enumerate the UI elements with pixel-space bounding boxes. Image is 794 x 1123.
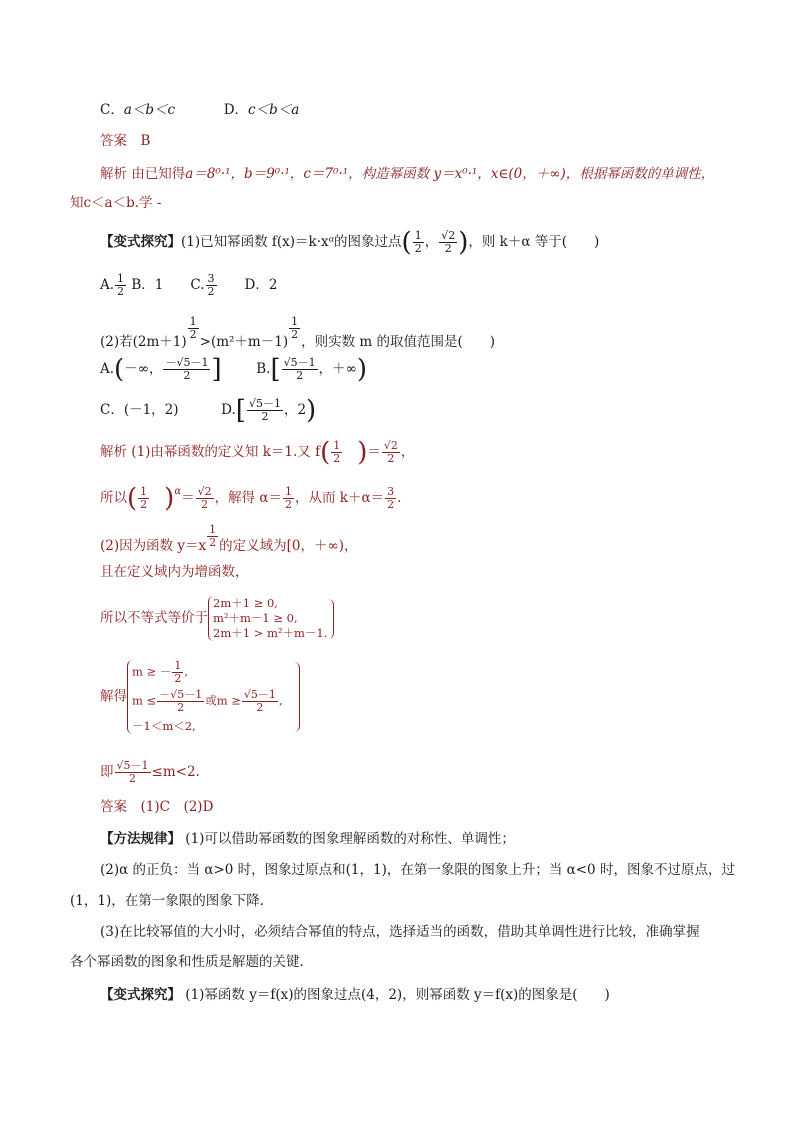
analysis-2-part2 <box>100 524 358 556</box>
analysis-expr: a＝8⁰·¹，b＝9⁰·¹，c＝7⁰·¹，构造幂函数 y＝x⁰·¹，x∈(0，＋∞)，根据幂函数的单调性， <box>185 166 715 182</box>
option-c-text: C．(－1，2) <box>100 402 179 418</box>
options-cd <box>100 100 299 120</box>
inequality-system: 2m＋1 ≥ 0, m²＋m－1 ≥ 0, 2m＋1 > m²＋m－1. <box>208 596 327 641</box>
method-tag: 【方法规律】 <box>100 831 181 847</box>
analysis-2-solution <box>100 660 300 734</box>
answer-2: 答案 (1)C (2)D <box>100 799 214 815</box>
variant-q1-options <box>100 273 277 298</box>
method-text-3-cont: 各个幂函数的图象和性质是解题的关键． <box>70 954 313 970</box>
fraction: $\frac{1}{2}$ <box>414 229 422 255</box>
fraction: $\frac{1}{2}$ <box>209 523 217 549</box>
paren-open: ( <box>401 227 412 258</box>
variant-q1-end: ，则 k＋α 等于( ) <box>468 234 600 250</box>
q2-part-a: (2)若(2m＋1) <box>100 334 187 350</box>
analysis-1 <box>100 164 714 184</box>
interval-right: ，2 <box>283 402 307 418</box>
conclusion-expr: ≤m<2. <box>151 764 200 780</box>
variant-q3 <box>100 985 610 1005</box>
variant-q2-options-ab <box>100 354 368 385</box>
domain-text-b: 的定义域为[0，＋∞)， <box>219 538 358 554</box>
fraction: $\frac{3}{2}$ <box>387 485 395 511</box>
analysis-label: 解析 <box>100 166 127 182</box>
analysis-label: 解析 <box>100 444 127 460</box>
fraction: $\frac{-√5-1}{2}$ <box>165 356 209 382</box>
sys-row-2: m ≤ $\frac{-√5-1}{2}$ 或m ≥ $\frac{√5-1}{2}$ , <box>132 688 283 714</box>
fraction: $\frac{√2}{2}$ <box>383 439 398 465</box>
paren-close: ) <box>357 437 368 468</box>
equals: ＝ <box>181 490 195 506</box>
method-text-3: (3)在比较幂值的大小时，必须结合幂值的特点，选择适当的函数，借助其单调性进行比较，准确掌握 <box>100 924 700 940</box>
method-text-2-cont: (1，1)，在第一象限的图象下降． <box>70 893 274 909</box>
option-d-expr: c＜b＜a <box>248 102 300 118</box>
variant-q2 <box>100 316 495 352</box>
paren-close: ) <box>164 483 175 514</box>
paren-open: ( <box>127 483 138 514</box>
conclusion-prefix: 即 <box>100 764 114 780</box>
variant-q2-options-cd <box>100 395 317 426</box>
analysis-text: 由已知得 <box>131 166 186 182</box>
fraction: $\frac{1}{2}$ <box>291 315 299 341</box>
paren-open: ( <box>114 354 125 385</box>
q2-part-c: ，则实数 m 的取值范围是( ) <box>301 334 496 350</box>
analysis-2-system <box>100 596 334 641</box>
equivalent-text: 所以不等式等价于 <box>100 610 208 626</box>
equals: ＝ <box>367 444 381 460</box>
bracket-close: ] <box>211 354 222 385</box>
fraction: $\frac{1}{2}$ <box>333 439 341 465</box>
method-rule <box>100 829 515 849</box>
analysis-2: 解析 (1)由幂函数的定义知 k＝1.又 f( $\frac{1}{2}$ )＝ $\frac{√2}{2}$ ， <box>100 437 415 468</box>
variant-tag: 【变式探究】 <box>100 234 181 250</box>
method-text-1: (1)可以借助幂函数的图象理解函数的对称性、单调性； <box>185 831 515 847</box>
variant-tag: 【变式探究】 <box>100 987 181 1003</box>
fraction: $\frac{1}{2}$ <box>140 485 148 511</box>
analysis-2-increasing: 且在定义域内为增函数， <box>100 564 249 580</box>
option-bc-text: B．1 C. <box>131 277 205 293</box>
answer-1: 答案 B <box>100 133 151 149</box>
interval-left: －∞， <box>124 361 163 377</box>
analysis-1-cont: 知c＜a＜b.学 - <box>70 195 162 211</box>
fraction: $\frac{1}{2}$ <box>285 485 293 511</box>
domain-text-a: (2)因为函数 y＝x <box>100 538 207 554</box>
option-d-label: D． <box>223 102 249 118</box>
option-a-label: A. <box>100 277 115 293</box>
option-d-label: D. <box>221 402 236 418</box>
solve-text: ，解得 α＝ <box>214 490 283 506</box>
paren-close: ) <box>458 227 469 258</box>
option-c-label: C． <box>100 102 124 118</box>
option-d-text: D．2 <box>217 277 278 293</box>
variant-q1: 【变式探究】(1)已知幂函数 f(x)＝k·xᵅ的图象过点( $\frac{1}{2}$ ， $\frac{√2}{2}$ )，则 k＋α 等于( ) <box>100 227 600 258</box>
sys-row-3: －1＜m＜2, <box>132 719 196 733</box>
method-text-2: (2)α 的正负：当 α>0 时，图象过原点和(1，1)，在第一象限的图象上升；当 α<0 时，图象不过原点，过 <box>100 862 735 878</box>
solution-system <box>127 660 283 734</box>
interval-right: ，＋∞ <box>318 361 357 377</box>
sys-row-1: m ≥ － $\frac{1}{2}$ , <box>132 659 189 685</box>
paren-close: ) <box>356 354 368 385</box>
variant-q1-text: (1)已知幂函数 f(x)＝k·xᵅ的图象过点 <box>181 234 402 250</box>
fraction: $\frac{√2}{2}$ <box>197 485 212 511</box>
solved-text: 解得 <box>100 688 127 705</box>
analysis-2-conclusion <box>100 760 200 785</box>
fraction: $\frac{1}{2}$ <box>189 315 197 341</box>
option-b-label: B. <box>256 361 271 377</box>
bracket-open: [ <box>235 395 246 426</box>
q2-part-b: >(m²＋m－1) <box>199 334 289 350</box>
result-text: ，从而 k＋α＝ <box>295 490 385 506</box>
analysis-2-cont: 所以( $\frac{1}{2}$ )$^\alpha$＝ $\frac{√2}{2}$ ，解得 α＝ $\frac{1}{2}$ ，从而 k＋α＝ $\frac{3}{2}$ . <box>100 483 402 514</box>
fraction: $\frac{√5-1}{2}$ <box>116 759 149 785</box>
fraction: $\frac{√5-1}{2}$ <box>248 397 281 423</box>
paren-close: ) <box>306 395 317 426</box>
paren-open: ( <box>320 437 331 468</box>
fraction: $\frac{√5-1}{2}$ <box>283 356 316 382</box>
brace-close <box>327 599 334 639</box>
option-a-label: A. <box>100 361 115 377</box>
fraction: $\frac{1}{2}$ <box>117 272 125 298</box>
brace-close <box>293 662 300 732</box>
so-text: 所以 <box>100 490 127 506</box>
analysis-text: (1)由幂函数的定义知 k＝1.又 f <box>131 444 321 460</box>
bracket-open: [ <box>270 354 281 385</box>
fraction: $\frac{3}{2}$ <box>207 272 215 298</box>
fraction: $\frac{√2}{2}$ <box>441 229 456 255</box>
option-c-expr: a＜b＜c <box>123 102 176 118</box>
variant-q3-text: (1)幂函数 y＝f(x)的图象过点(4，2)，则幂函数 y＝f(x)的图象是( ) <box>185 987 610 1003</box>
